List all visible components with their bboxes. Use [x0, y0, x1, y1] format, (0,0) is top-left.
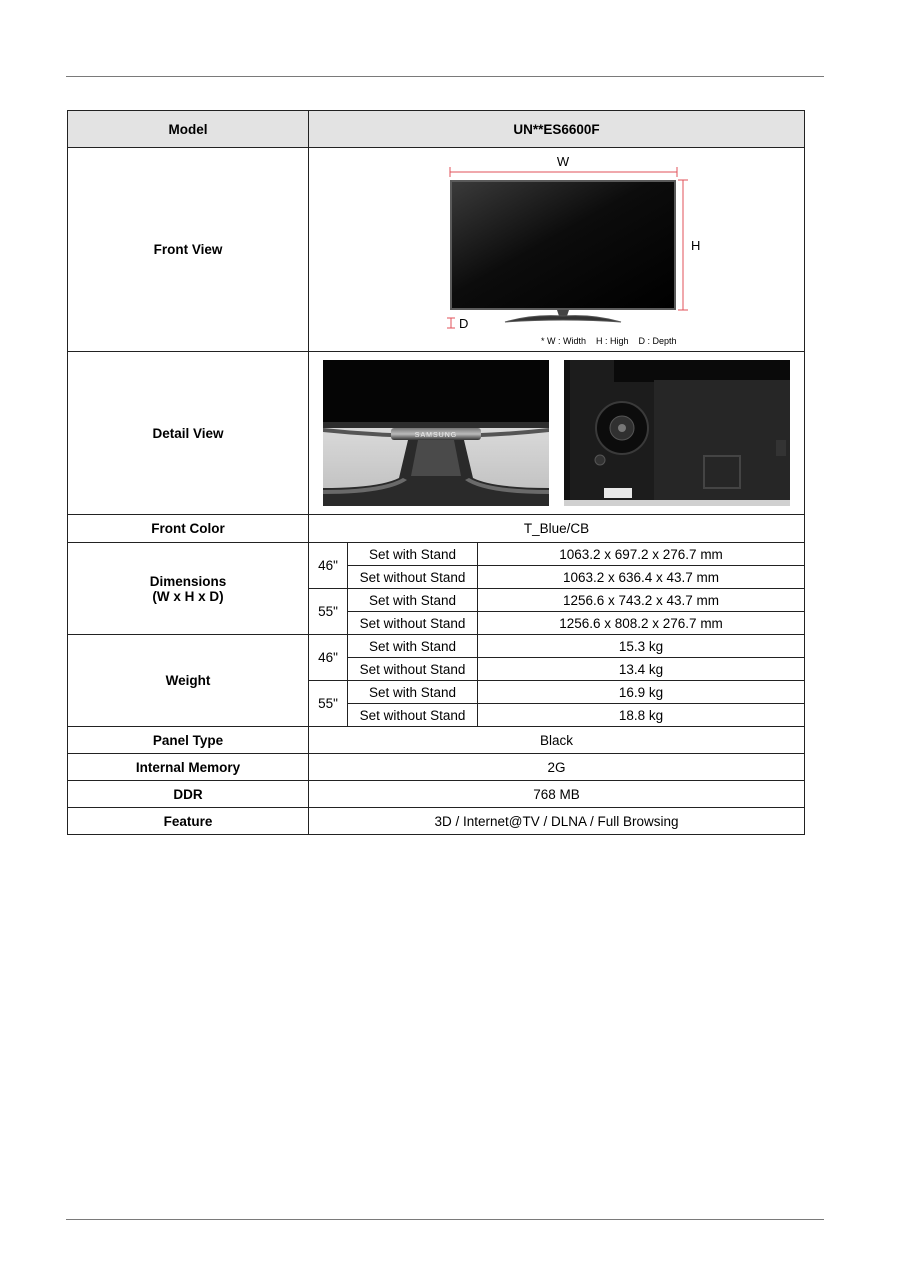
tv-front-illustration: [407, 150, 707, 350]
dimensions-value: 1256.6 x 808.2 x 276.7 mm: [478, 612, 805, 635]
feature-label: Feature: [68, 808, 309, 835]
dimensions-value: 1256.6 x 743.2 x 43.7 mm: [478, 589, 805, 612]
dimensions-type: Set without Stand: [348, 566, 478, 589]
internal-memory-row: [68, 754, 805, 781]
front-view-image-cell: [309, 148, 805, 352]
front-view-row: [68, 148, 805, 352]
dimensions-label-line1: Dimensions: [149, 573, 227, 589]
model-value: UN**ES6600F: [309, 111, 805, 148]
detail-view-row: [68, 352, 805, 515]
weight-value: 16.9 kg: [478, 681, 805, 704]
height-label: H: [690, 237, 700, 253]
detail-view-image-cell: [309, 352, 805, 515]
weight-row: [68, 635, 805, 658]
ddr-value: 768 MB: [309, 781, 805, 808]
front-color-value: T_Blue/CB: [309, 515, 805, 543]
tv-stand-neck: [557, 310, 569, 316]
footer-rule: [66, 1219, 824, 1220]
tv-screen: [452, 182, 674, 308]
weight-value: 18.8 kg: [478, 704, 805, 727]
dimensions-label-line2: (W x H x D): [152, 588, 224, 604]
ddr-label: DDR: [68, 781, 309, 808]
stand-closeup-photo: [323, 360, 549, 506]
dimensions-value: 1063.2 x 636.4 x 43.7 mm: [478, 566, 805, 589]
dimensions-type: Set with Stand: [348, 543, 478, 566]
weight-label: Weight: [68, 635, 309, 727]
ddr-row: [68, 781, 805, 808]
dimensions-type: Set without Stand: [348, 612, 478, 635]
width-label: W: [556, 153, 569, 169]
weight-size-46: 46": [309, 635, 348, 681]
weight-type: Set with Stand: [348, 635, 478, 658]
header-rule: [66, 76, 824, 77]
spec-table: [67, 110, 805, 835]
front-color-row: [68, 515, 805, 543]
front-color-label: Front Color: [68, 515, 309, 543]
dimensions-value: 1063.2 x 697.2 x 276.7 mm: [478, 543, 805, 566]
dimensions-label: [68, 543, 309, 635]
dimensions-size-46: 46": [309, 543, 348, 589]
feature-row: [68, 808, 805, 835]
dimensions-type: Set with Stand: [348, 589, 478, 612]
feature-value: 3D / Internet@TV / DLNA / Full Browsing: [309, 808, 805, 835]
weight-type: Set without Stand: [348, 704, 478, 727]
weight-size-55: 55": [309, 681, 348, 727]
panel-type-label: Panel Type: [68, 727, 309, 754]
weight-type: Set without Stand: [348, 658, 478, 681]
dimensions-row: [68, 543, 805, 566]
front-view-label: Front View: [68, 148, 309, 352]
weight-type: Set with Stand: [348, 681, 478, 704]
panel-type-row: [68, 727, 805, 754]
weight-value: 13.4 kg: [478, 658, 805, 681]
depth-label: D: [458, 315, 468, 331]
tv-stand-base: [505, 315, 621, 321]
internal-memory-value: 2G: [309, 754, 805, 781]
internal-memory-label: Internal Memory: [68, 754, 309, 781]
dimension-legend: * W : Width H : High D : Depth: [540, 335, 677, 346]
dimensions-size-55: 55": [309, 589, 348, 635]
detail-view-label: Detail View: [68, 352, 309, 515]
rear-controls-photo: [564, 360, 790, 506]
panel-type-value: Black: [309, 727, 805, 754]
model-label: Model: [68, 111, 309, 148]
brand-logo-text: SAMSUNG: [414, 432, 458, 439]
weight-value: 15.3 kg: [478, 635, 805, 658]
model-row: [68, 111, 805, 148]
